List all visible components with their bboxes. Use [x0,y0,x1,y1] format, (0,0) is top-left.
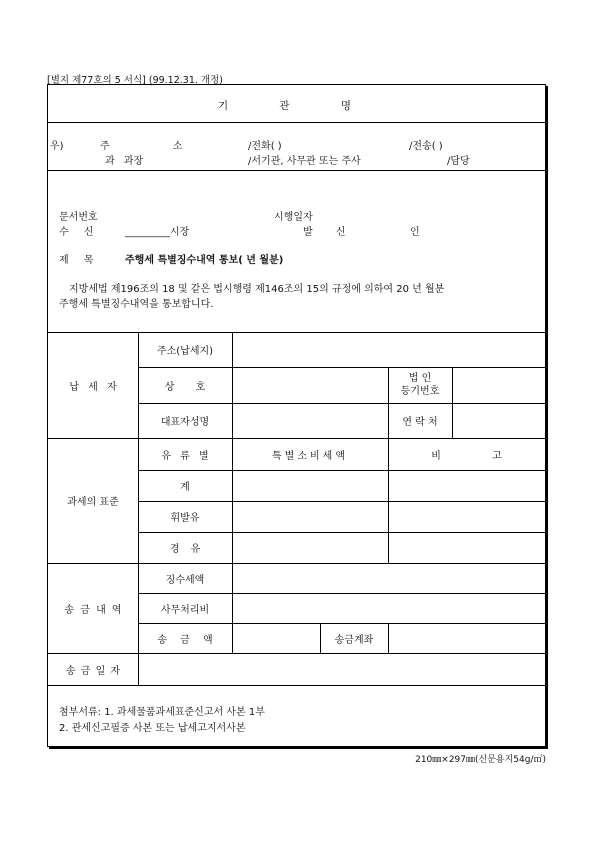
fax-label: /전송( ) [409,141,443,152]
oil-type-column-header: 유 류 별 [161,450,209,462]
notice-form [47,84,546,747]
gasoline-row-label: 휘발유 [170,513,200,524]
collected-tax-label: 징수세액 [165,574,205,586]
remittance-section-label: 송 금 내 역 [64,604,122,616]
address-label: 주 소 [100,141,183,152]
admin-fee-label: 사무처리비 [160,604,210,616]
corporate-registration-label-line2: 등기번호 [400,386,440,397]
divider [48,122,545,123]
subject-text: 주행세 특별징수내역 통보( 년 월분) [125,255,284,266]
total-row-label: 계 [180,482,190,493]
contact-label: 연 락 처 [402,417,438,428]
paper-spec-note: 210㎜×297㎜(신문용지54g/㎡) [415,755,546,765]
remittance-account-label: 송금계좌 [334,634,374,646]
attachments-line1: 첨부서류: 1. 과세물품과세표준신고서 사본 1부 [59,707,265,718]
enforcement-date-label: 시행일자 [274,212,313,223]
remittance-date-label: 송 금 일 자 [65,665,121,677]
special-tax-column-header: 특별소비세액 [272,450,348,462]
remittance-amount-label: 송 금 액 [157,634,213,646]
notice-body-line1: 지방세법 제196조의 18 및 같은 법시행령 제146조의 15의 규정에 의하여 20 년 월분 [69,284,445,295]
document-number-label: 문서번호 [59,212,98,223]
remarks-column-header: 비 고 [431,450,502,462]
sender-label: 발 신 [303,227,346,238]
trade-name-label: 상 호 [164,381,206,393]
divider [48,685,545,686]
organization-title: 기 관 명 [217,100,376,112]
postal-code-label: 우) [50,141,64,152]
department-label: 과 과장 [105,156,144,167]
diesel-row-label: 경 유 [169,544,201,555]
attachments-line2: 2. 관세신고필증 사본 또는 납세고지서사본 [59,723,246,734]
divider [388,623,389,653]
seal-label: 인 [410,227,420,238]
person-in-charge-label: /담당 [447,156,470,167]
recipient-value: _________시장 [125,227,190,238]
divider [232,332,233,653]
notice-body-line2: 주행세 특별징수내역을 통보합니다. [59,299,214,310]
corporate-registration-label [388,367,452,403]
corporate-registration-label-line1: 법 인 [408,373,432,384]
taxpayer-section-label: 납 세 자 [69,381,117,393]
taxpayer-address-label: 주소(납세지) [156,346,214,357]
divider [452,367,453,438]
tax-base-section-label: 과세의 표준 [67,497,119,508]
phone-label: /전화( ) [248,141,282,152]
officer-label: /서기관, 사무관 또는 주사 [248,156,361,167]
subject-label: 제 목 [59,255,94,266]
recipient-label: 수 신 [59,227,94,238]
form-number-caption: [별지 제77호의 5 서식] (99.12.31. 개정) [47,75,223,86]
representative-name-label: 대표자성명 [160,417,210,428]
divider [48,170,545,171]
